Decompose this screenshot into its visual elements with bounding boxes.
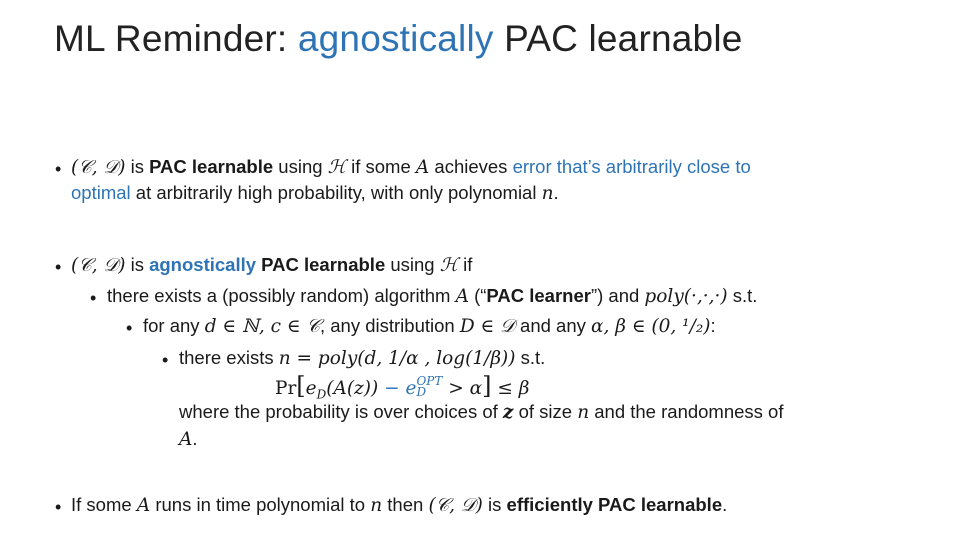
pac-learnable-term: PAC learnable [256,254,386,275]
pac-learner-term: PAC learner [486,285,591,306]
var-z: z [502,402,514,423]
slide-title [54,18,743,60]
text: achieves [429,156,513,177]
leq-beta: ≤ β [491,378,530,399]
pair-cd: (𝒞, 𝒟) [428,495,483,516]
bullet-2-line [71,254,472,277]
text: s.t. [727,285,758,306]
opt-superscript: OPT [416,374,443,388]
greater-than-alpha: > α [442,378,483,399]
pair-cd: (𝒞, 𝒟) [71,255,126,276]
text: and any [514,315,592,336]
text: is [125,254,150,275]
highlight-optimal: optimal [71,182,131,203]
text: there exists [179,347,279,368]
pr-symbol: Pr [275,378,297,399]
opt-error-e: e [405,378,417,399]
text: If some [71,494,137,515]
text: and the randomness of [589,401,784,422]
right-bracket: ] [482,372,492,400]
bullet-dot-3: • [55,497,62,517]
bullet-dot-2: • [55,257,62,277]
text: using [385,254,440,275]
text: at arbitrarily high probability, with only polynomial [130,182,542,203]
opt-error-scripts [416,376,442,398]
pac-learnable-term: PAC learnable [149,156,274,177]
bullet-1-line-2 [71,182,559,205]
minus-sign: − [378,378,406,399]
text: if [458,254,473,275]
text: , any distribution [319,315,460,336]
text: is [482,494,507,515]
efficiently-pac-learnable-term: efficiently PAC learnable [506,494,723,515]
math-distribution: D ∈ 𝒟 [459,316,515,337]
highlight-error: error that’s arbitrarily close to [512,156,751,177]
pair-cd: (𝒞, 𝒟) [71,157,126,178]
text: is [125,156,150,177]
text: of size [513,401,578,422]
title-accent: agnostically [297,18,494,59]
where-line-2 [179,428,198,451]
text: there exists a (possibly random) algorithm [107,285,456,306]
text: where the probability is over choices of [179,401,503,422]
algorithm-a: A [179,429,193,450]
var-n: n [541,183,554,204]
bullet-dot-2-1: • [90,288,97,308]
text: for any [143,315,205,336]
probability-formula [275,372,529,402]
where-line-1 [179,401,784,424]
text: if some [345,156,416,177]
error-e: e [305,378,317,399]
algorithm-a: A [455,286,469,307]
bullet-3-line [71,494,727,517]
bullet-dot-2-1-1-1: • [162,350,169,370]
text: . [722,494,728,515]
hypothesis-class: ℋ [327,157,346,178]
text: ”) and [590,285,645,306]
title-suffix: PAC learnable [493,18,743,59]
var-n: n [370,495,383,516]
left-bracket: [ [296,372,306,400]
bullet-2-1-1-1-line [179,347,545,370]
bullet-1-line-1 [71,156,751,179]
text: runs in time polynomial to [150,494,371,515]
algorithm-a: A [136,495,151,516]
error-sub-d: D [316,387,327,402]
text: using [273,156,328,177]
text: . [553,182,559,203]
text: then [382,494,429,515]
opt-subscript: D [416,385,427,399]
bullet-2-1-line [107,285,757,308]
algorithm-a: A [415,157,430,178]
poly-function: poly(·,·,·) [644,286,728,307]
var-n: n [577,402,590,423]
bullet-dot-1: • [55,159,62,179]
text: : [710,315,716,336]
bullet-2-1-1-line [143,315,716,338]
text: . [192,428,198,449]
hypothesis-class: ℋ [439,255,459,276]
title-prefix: ML Reminder: [54,18,298,59]
math-n-poly: n = poly(d, 1/α , log(1/β)) [278,348,516,369]
bullet-dot-2-1-1: • [126,318,133,338]
math-alpha-beta: α, β ∈ (0, ¹/₂) [591,316,711,337]
text: s.t. [515,347,546,368]
text: (“ [468,285,487,306]
agnostically-term: agnostically [149,254,257,275]
math-d-c: d ∈ ℕ, c ∈ 𝒞 [204,316,320,337]
error-argument: (A(z)) [326,378,379,399]
